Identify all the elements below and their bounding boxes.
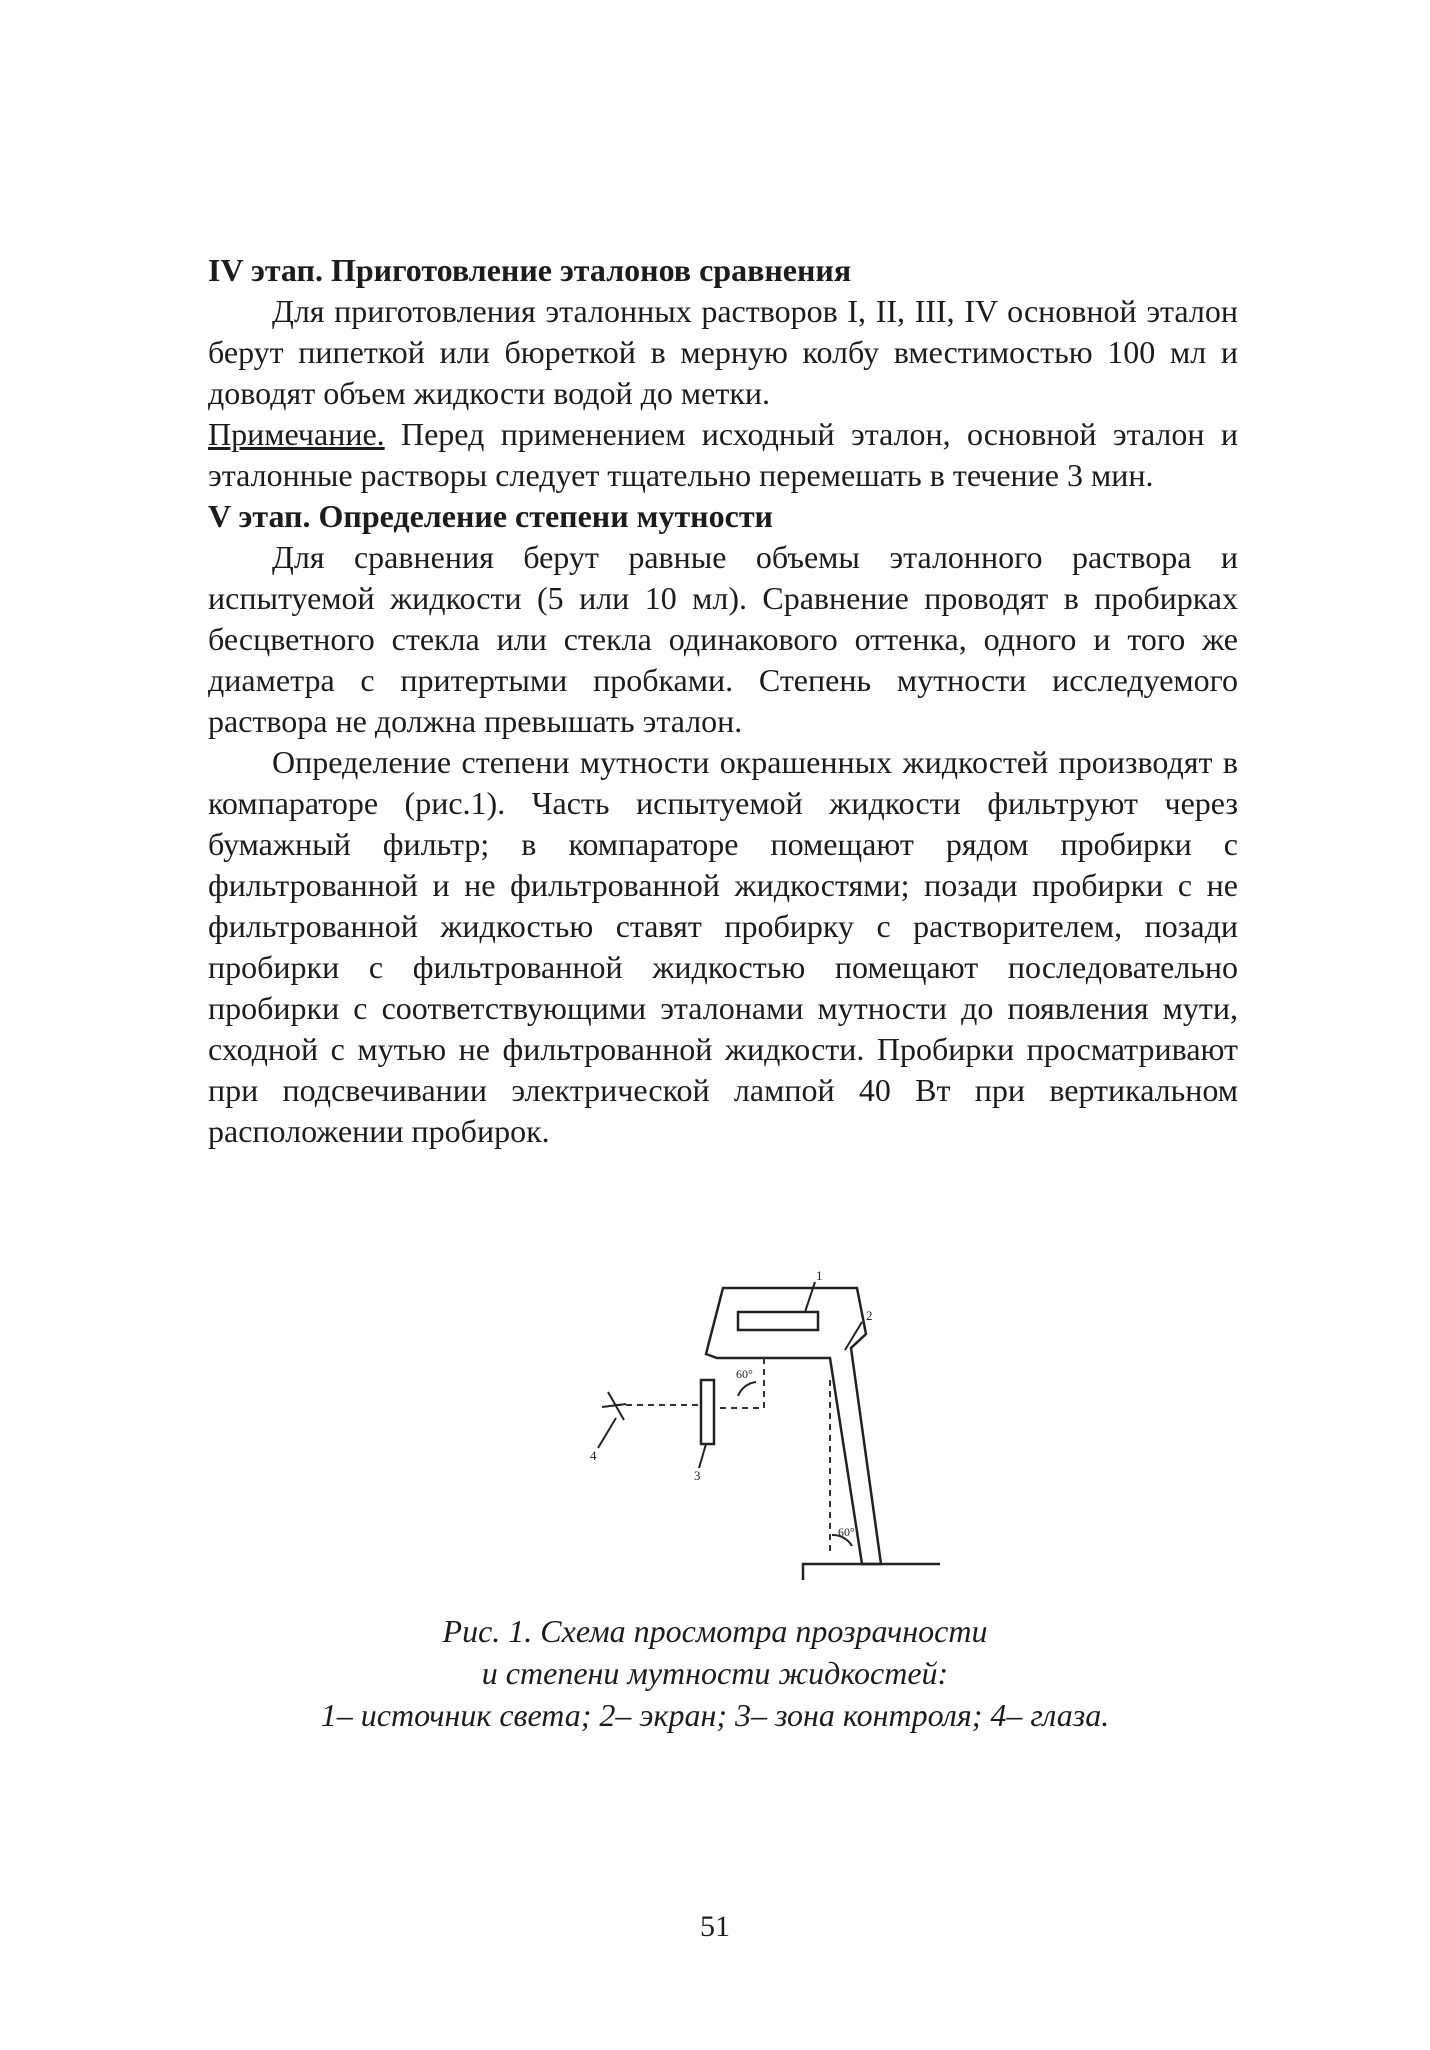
note-paragraph	[208, 414, 1238, 496]
leader-4	[598, 1418, 616, 1448]
angle-label-top: 60°	[736, 1367, 753, 1381]
page-number: 51	[700, 1910, 730, 1943]
section-5-heading: V этап. Определение степени мутности	[208, 498, 773, 534]
caption-line-3: 1– источник света; 2– экран; 3– зона контроля; 4– глаза.	[320, 1697, 1110, 1733]
section-5-paragraph-2: Определение степени мутности окрашенных жидкостей производят в компараторе (рис.1). Часть испытуемой жидкости фильтруют через бумажный фильтр; в компараторе помещают рядом пробирки с фильтрованной и не фильтрованной жидкостями; позади пробирки с не фильтрованной жидкостью ставят пробирку с растворителем, позади пробирки с фильтрованной жидкостью помещают последовательно пробирки с соответствующими эталонами мутности до появления мути, сходной с мутью не фильтрованной жидкости. Пробирки просматривают при подсвечивании электрической лампой 40 Вт при вертикальном расположении пробирок.	[208, 744, 1238, 1149]
comparator-diagram-svg	[560, 1270, 940, 1580]
label-control-zone: 3	[694, 1468, 701, 1483]
section-4-paragraph: Для приготовления эталонных растворов I, II, III, IV основной эталон берут пипеткой или бюреткой в мерную колбу вместимостью 100 мл и доводят объем жидкости водой до метки.	[208, 293, 1238, 411]
control-zone	[701, 1380, 714, 1444]
comparator-diagram	[560, 1270, 940, 1580]
angle-arc-top	[738, 1382, 756, 1396]
section-4-heading: IV этап. Приготовление эталонов сравнения	[208, 252, 852, 288]
light-source	[738, 1312, 818, 1330]
leader-3	[699, 1444, 706, 1468]
comparator-base	[803, 1564, 940, 1580]
body-text	[208, 250, 1238, 1152]
note-label: Примечание.	[208, 416, 385, 452]
caption-line-1: Рис. 1. Схема просмотра прозрачности	[442, 1613, 988, 1649]
figure-caption	[200, 1610, 1230, 1736]
leader-1	[805, 1282, 815, 1312]
label-light-source: 1	[816, 1270, 823, 1283]
label-screen: 2	[866, 1308, 873, 1323]
label-eyes: 4	[590, 1448, 597, 1463]
angle-label-bottom: 60°	[838, 1525, 855, 1539]
note-text: Перед применением исходный эталон, основной эталон и эталонные растворы следует тщательно перемешать в течение 3 мин.	[208, 416, 1238, 493]
section-5-paragraph-1: Для сравнения берут равные объемы эталонного раствора и испытуемой жидкости (5 или 10 мл). Сравнение проводят в пробирках бесцветного стекла или стекла одинакового оттенка, одного и того же диаметра с притертыми пробками. Степень мутности исследуемого раствора не должна превышать эталон.	[208, 539, 1238, 739]
caption-line-2: и степени мутности жидкостей:	[481, 1655, 949, 1691]
